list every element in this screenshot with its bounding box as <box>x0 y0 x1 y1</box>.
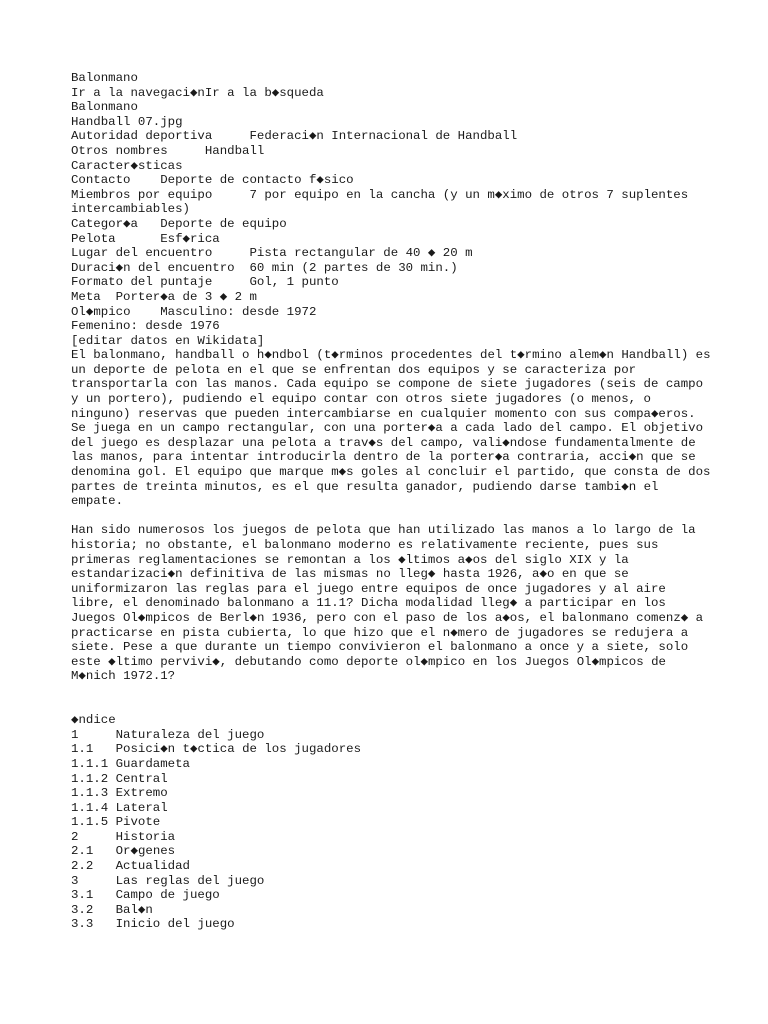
toc-item[interactable]: 1.1 Posici◆n t◆ctica de los jugadores <box>71 742 362 757</box>
toc-item[interactable]: 1.1.5 Pivote <box>71 815 161 830</box>
navigation-links[interactable]: Ir a la navegaci◆nIr a la b◆squeda <box>71 85 324 100</box>
article-subtitle: Balonmano <box>71 100 138 115</box>
infobox-row: Lugar del encuentro Pista rectangular de 40 ◆ 20 m <box>71 246 473 261</box>
toc-item[interactable]: 1 Naturaleza del juego <box>71 727 265 742</box>
infobox-row: Miembros por equipo 7 por equipo en la cancha (y un m◆ximo de otros 7 suplentes <box>71 187 689 202</box>
infobox-row: Categor◆a Deporte de equipo <box>71 216 287 231</box>
infobox-row: Duraci◆n del encuentro 60 min (2 partes de 30 min.) <box>71 260 458 275</box>
infobox-row: Ol◆mpico Masculino: desde 1972 <box>71 304 317 319</box>
toc-item[interactable]: 3.2 Bal◆n <box>71 902 153 917</box>
infobox-row: intercambiables) <box>71 202 190 217</box>
page-title: Balonmano <box>71 71 138 85</box>
infobox-row: Caracter◆sticas <box>71 158 183 173</box>
toc-item[interactable]: 2.1 Or◆genes <box>71 844 176 859</box>
infobox-row: Autoridad deportiva Federaci◆n Internacional de Handball <box>71 129 518 144</box>
table-of-contents <box>71 713 711 932</box>
infobox-row: Pelota Esf◆rica <box>71 231 220 246</box>
toc-item[interactable]: 3 Las reglas del juego <box>71 873 265 888</box>
toc-heading: ◆ndice <box>71 713 116 728</box>
infobox-row: Otros nombres Handball <box>71 143 265 158</box>
paragraph-spacer <box>71 684 711 699</box>
toc-item[interactable]: 2.2 Actualidad <box>71 859 190 874</box>
toc-item[interactable]: 1.1.1 Guardameta <box>71 756 190 771</box>
history-paragraph: Han sido numerosos los juegos de pelota que han utilizado las manos a lo largo de la historia; no obstante, el balonmano moderno es relativamente reciente, pues sus primeras reglamentaciones se remontan a los ◆ltimos a◆os del siglo XIX y la estandarizaci◆n definitiva de las mismas no lleg◆ hasta 1926, a◆o en que se uniformizaron las reglas para el juego entre equipos de once jugadores y al aire libre, el denominado balonmano a 11.1? Dicha modalidad lleg◆ a participar en los Juegos Ol◆mpicos de Berl◆n 1936, pero con el paso de los a◆os, el balonmano comenz◆ a practicarse en pista cubierta, lo que hizo que el n◆mero de jugadores se redujera a siete. Pese a que durante un tiempo convivieron el balonmano a once y a siete, solo este ◆ltimo pervivi◆, debutando como deporte ol◆mpico en los Juegos Ol◆mpicos de M◆nich 1972.1? <box>71 523 704 684</box>
toc-item[interactable]: 1.1.2 Central <box>71 771 168 786</box>
image-filename: Handball 07.jpg <box>71 114 183 129</box>
document-body <box>71 71 711 932</box>
toc-item[interactable]: 1.1.4 Lateral <box>71 800 168 815</box>
infobox-row: Formato del puntaje Gol, 1 punto <box>71 275 339 290</box>
infobox-row: Contacto Deporte de contacto f◆sico <box>71 173 354 188</box>
toc-item[interactable]: 3.1 Campo de juego <box>71 888 220 903</box>
infobox-row: Femenino: desde 1976 <box>71 319 220 334</box>
paragraph-spacer <box>71 509 711 524</box>
toc-item[interactable]: 3.3 Inicio del juego <box>71 917 235 932</box>
edit-wikidata-link[interactable]: [editar datos en Wikidata] <box>71 333 265 348</box>
intro-paragraph: El balonmano, handball o h◆ndbol (t◆rminos procedentes del t◆rmino alem◆n Handball) es un deporte de pelota en el que se enfrentan dos equipos y se caracteriza por transportarla con las manos. Cada equipo se compone de siete jugadores (seis de campo y un portero), pudiendo el equipo contar con otros siete jugadores (o menos, o ninguno) reservas que pueden intercambiarse en cualquier momento con sus compa◆eros. Se juega en un campo rectangular, con una porter◆a a cada lado del campo. El objetivo del juego es desplazar una pelota a trav◆s del campo, vali◆ndose fundamentalmente de las manos, para intentar introducirla dentro de la porter◆a contraria, acci◆n que se denomina gol. El equipo que marque m◆s goles al concluir el partido, que consta de dos partes de treinta minutos, es el que resulta ganador, pudiendo darse tambi◆n el empate. <box>71 348 711 509</box>
paragraph-spacer <box>71 699 711 714</box>
infobox <box>71 129 711 348</box>
toc-item[interactable]: 2 Historia <box>71 829 176 844</box>
toc-item[interactable]: 1.1.3 Extremo <box>71 786 168 801</box>
infobox-row: Meta Porter◆a de 3 ◆ 2 m <box>71 289 257 304</box>
